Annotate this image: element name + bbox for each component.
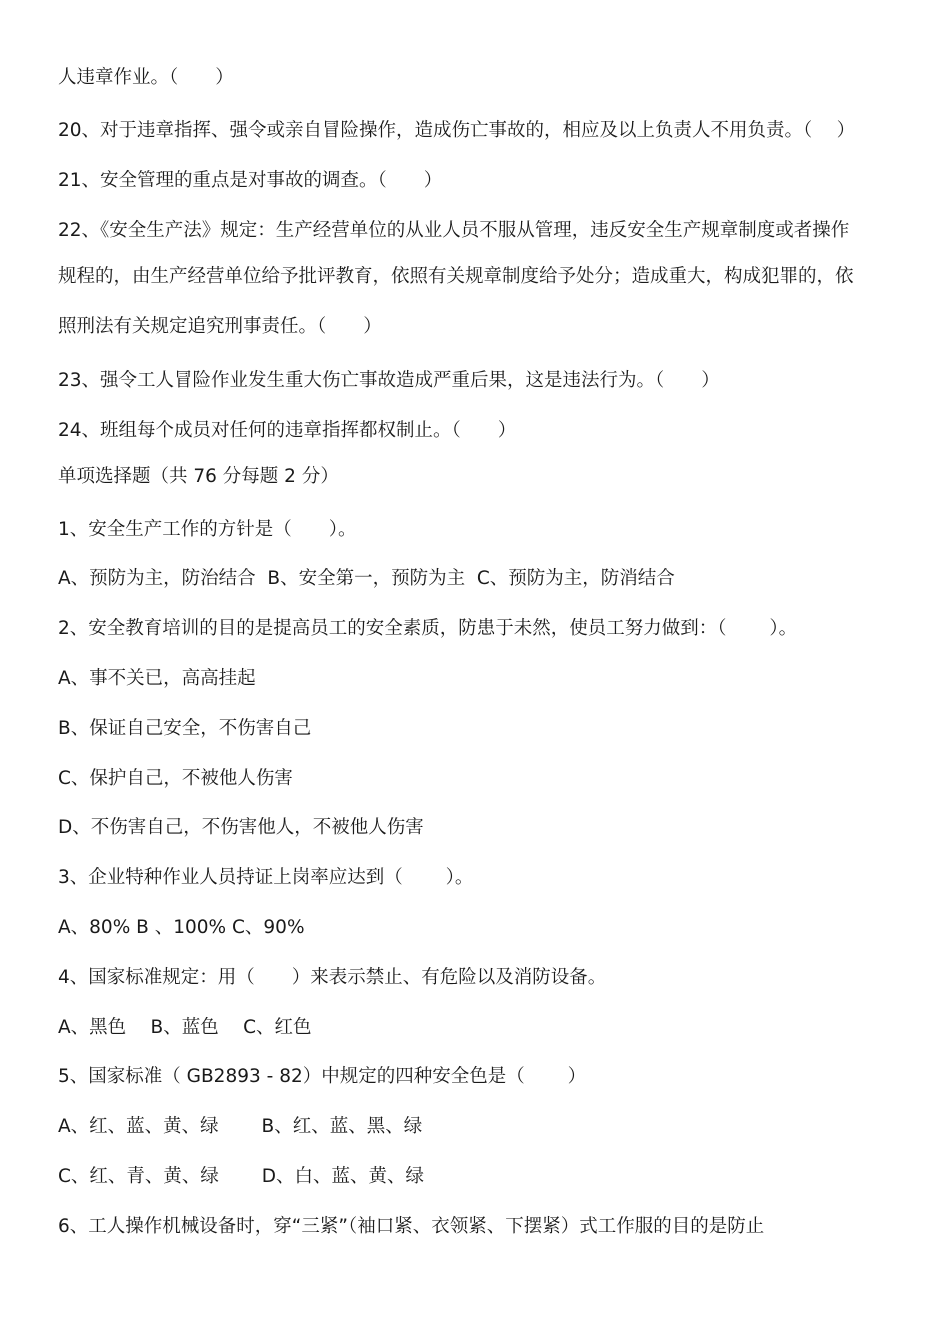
question-20: 20、对于违章指挥、强令或亲自冒险操作，造成伤亡事故的，相应及以上负责人不用负责。（ ） xyxy=(58,120,856,141)
question-23: 23、强令工人冒险作业发生重大伤亡事故造成严重后果，这是违法行为。（ ） xyxy=(58,370,720,391)
choice-question-4-options: A、黑色 B、蓝色 C、红色 xyxy=(58,1017,312,1038)
question-22-line-1: 22、《安全生产法》规定：生产经营单位的从业人员不服从管理，违反安全生产规章制度或者操作 xyxy=(58,220,850,241)
choice-question-2-option-b: B、保证自己安全，不伤害自己 xyxy=(58,718,312,739)
choice-question-2-option-c: C、保护自己，不被他人伤害 xyxy=(58,768,293,789)
choice-question-3-options: A、80% B 、100% C、90% xyxy=(58,917,305,938)
question-21: 21、安全管理的重点是对事故的调查。（ ） xyxy=(58,170,443,191)
section-heading-single-choice: 单项选择题（共 76 分每题 2 分） xyxy=(58,466,339,487)
choice-question-1-options: A、预防为主，防治结合 B、安全第一，预防为主 C、预防为主，防消结合 xyxy=(58,568,675,589)
choice-question-1: 1、安全生产工作的方针是（ ）。 xyxy=(58,519,357,540)
choice-question-2: 2、安全教育培训的目的是提高员工的安全素质，防患于未然，使员工努力做到：（ ）。 xyxy=(58,618,798,639)
choice-question-5-options-cd: C、红、青、黄、绿 D、白、蓝、黄、绿 xyxy=(58,1166,425,1187)
choice-question-2-option-d: D、不伤害自己，不伤害他人，不被他人伤害 xyxy=(58,817,424,838)
choice-question-3: 3、企业特种作业人员持证上岗率应达到（ ）。 xyxy=(58,867,474,888)
choice-question-5-options-ab: A、红、蓝、黄、绿 B、红、蓝、黑、绿 xyxy=(58,1116,423,1137)
choice-question-6: 6、工人操作机械设备时，穿“三紧”（袖口紧、衣领紧、下摆紧）式工作服的目的是防止 xyxy=(58,1216,765,1237)
question-22-line-2: 规程的，由生产经营单位给予批评教育，依照有关规章制度给予处分；造成重大，构成犯罪的，依 xyxy=(58,266,854,287)
question-24: 24、班组每个成员对任何的违章指挥都权制止。（ ） xyxy=(58,420,517,441)
choice-question-2-option-a: A、事不关已，高高挂起 xyxy=(58,668,256,689)
choice-question-5: 5、国家标准（ GB2893 - 82）中规定的四种安全色是（ ） xyxy=(58,1066,587,1087)
question-22-line-3: 照刑法有关规定追究刑事责任。（ ） xyxy=(58,316,382,337)
question-19-continuation: 人违章作业。（ ） xyxy=(58,67,234,88)
choice-question-4: 4、国家标准规定：用（ ）来表示禁止、有危险以及消防设备。 xyxy=(58,967,607,988)
